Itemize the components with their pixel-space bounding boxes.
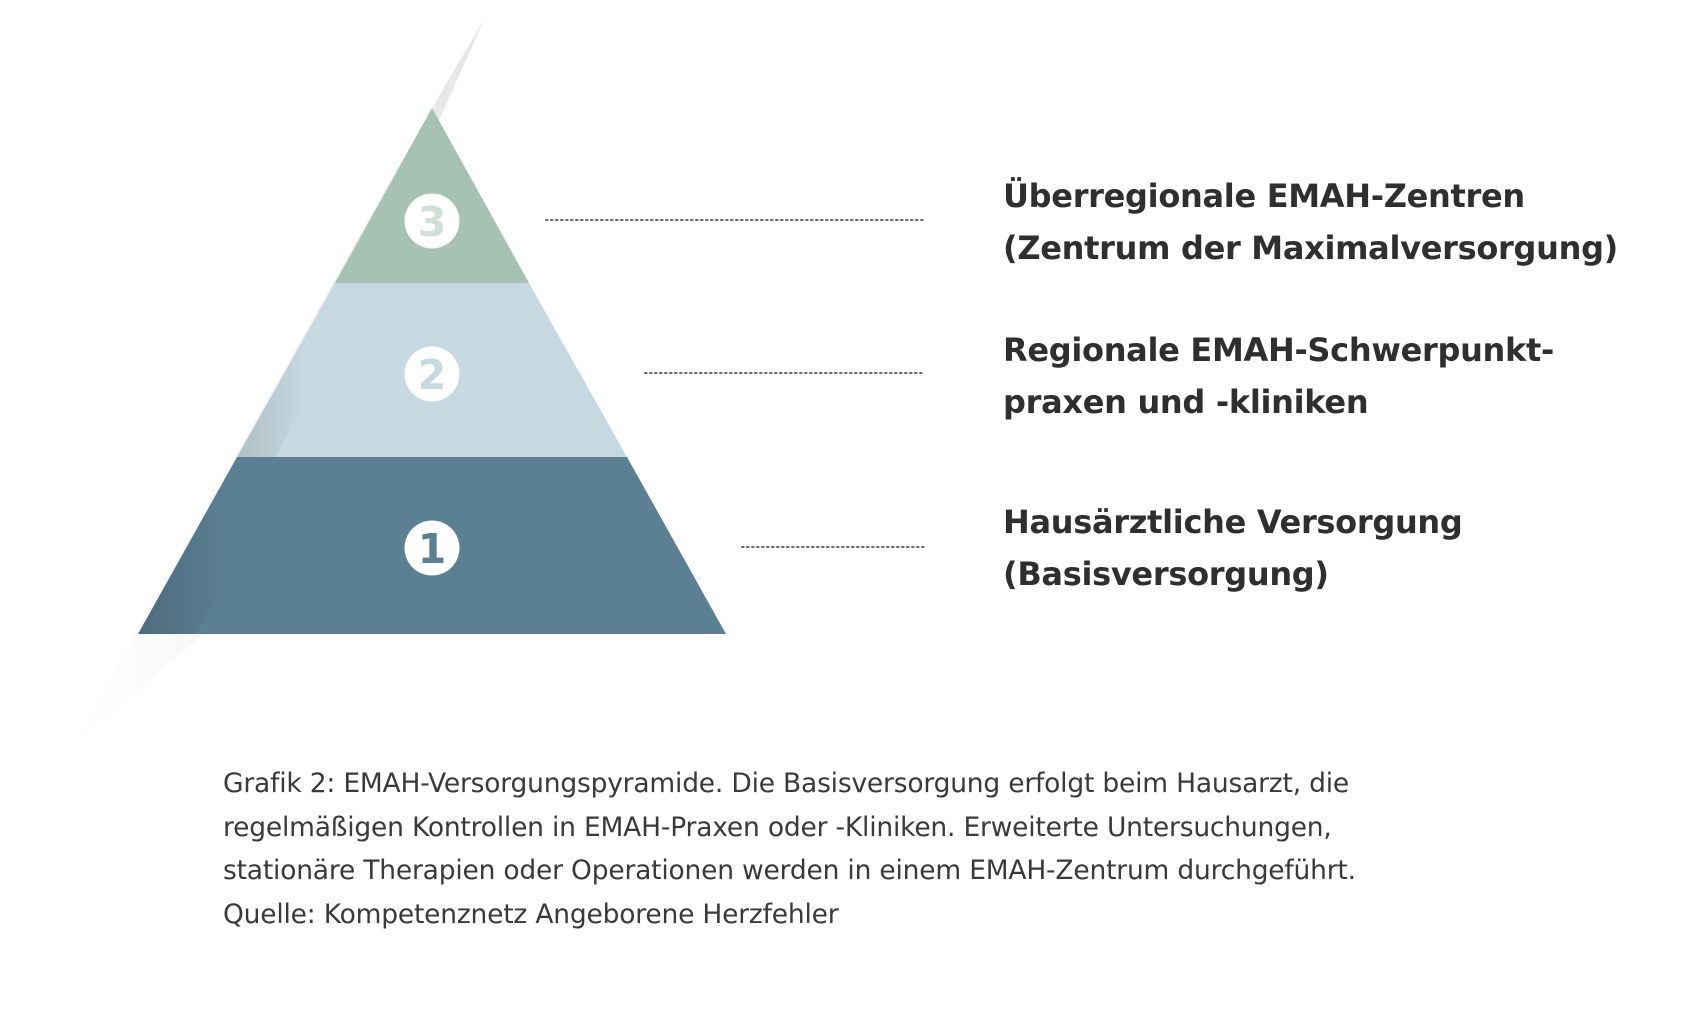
caption-line-4: Quelle: Kompetenznetz Angeborene Herzfehler <box>223 898 839 930</box>
caption-line-3: stationäre Therapien oder Operationen werden in einem EMAH-Zentrum durchgeführt. <box>223 855 1356 886</box>
caption-line-1: Grafik 2: EMAH-Versorgungspyramide. Die Basisversorgung erfolgt beim Hausarzt, die <box>223 768 1350 799</box>
tier-3-label-line-2: (Zentrum der Maximalversorgung) <box>1003 229 1618 267</box>
tier-1-badge <box>405 521 460 576</box>
tier-2-label-line-1: Regionale EMAH-Schwerpunkt- <box>1003 331 1554 369</box>
tier-3-label-line-1: Überregionale EMAH-Zentren <box>1003 177 1525 215</box>
tier-2-label-line-2: praxen und -kliniken <box>1003 383 1369 421</box>
figure-caption <box>223 762 1603 936</box>
tier-3-number: 3 <box>417 198 447 246</box>
tier-1-label-line-2: (Basisversorgung) <box>1003 555 1329 593</box>
tier-1-label <box>1003 496 1463 600</box>
tier-3-badge <box>405 194 460 249</box>
caption-line-2: regelmäßigen Kontrollen in EMAH-Praxen oder -Kliniken. Erweiterte Untersuchungen, <box>223 811 1332 843</box>
tier-2-badge <box>405 347 460 402</box>
tier-2-number: 2 <box>417 351 447 399</box>
tier-2-label <box>1003 324 1554 428</box>
tier-1-label-line-1: Hausärztliche Versorgung <box>1003 503 1463 541</box>
tier-1-number: 1 <box>417 525 447 573</box>
tier-3-label <box>1003 170 1618 274</box>
